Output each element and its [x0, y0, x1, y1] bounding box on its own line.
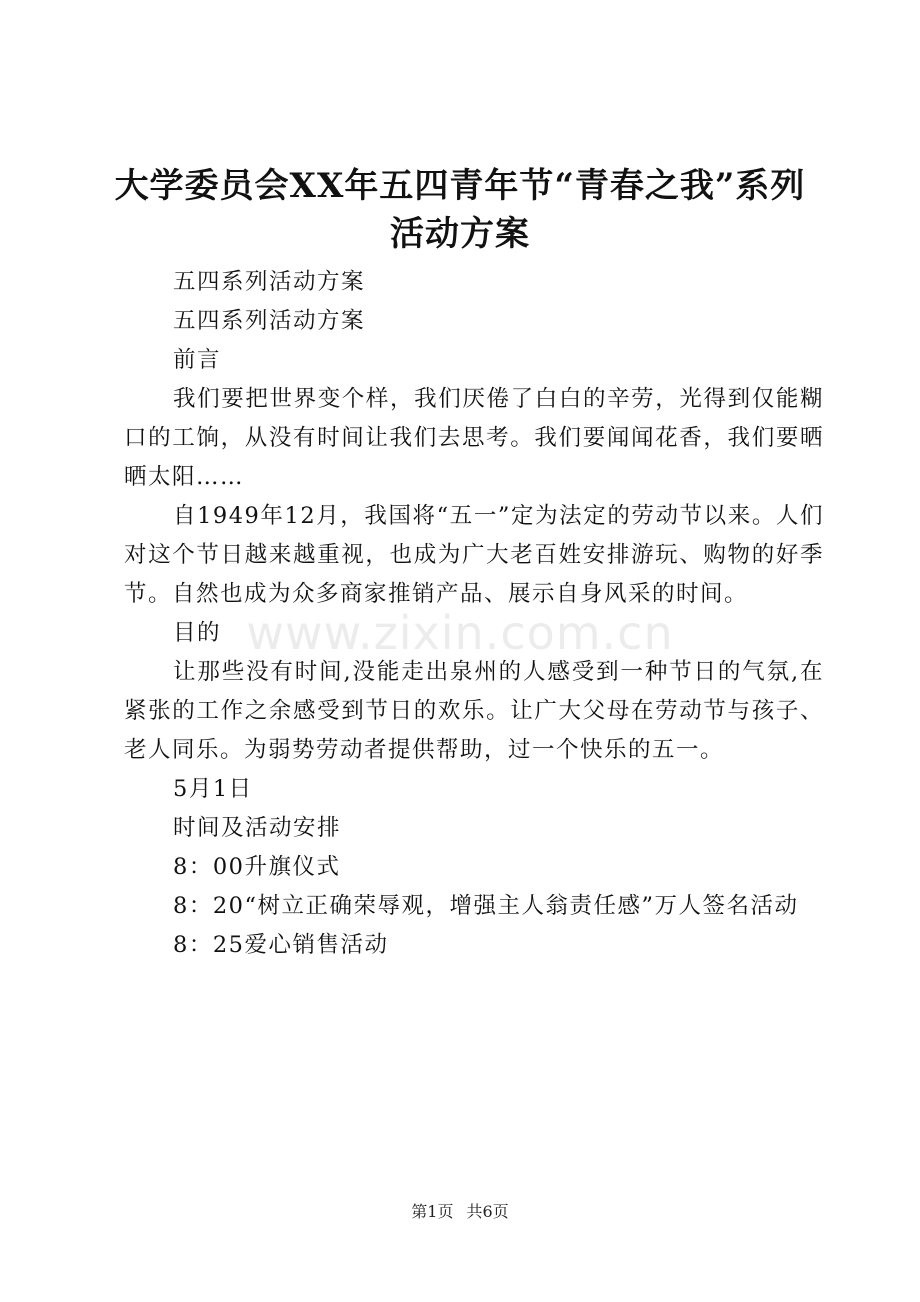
- watermark: www.zixin.com.cn: [246, 606, 674, 660]
- schedule-item-signature: 8：20“树立正确荣辱观，增强主人翁责任感”万人签名活动: [173, 893, 799, 919]
- page-number: 第1页: [411, 1202, 454, 1221]
- paragraph-heading-1: 五四系列活动方案: [173, 269, 366, 295]
- paragraph-preface-body: 自1949年12月，我国将“五一”定为法定的劳动节以来。人们对这个节日越来越重视，也成为广大老百姓安排游玩、购物的好季节。自然也成为众多商家推销产品、展示自身风采的时间。: [124, 503, 824, 607]
- document-title: 大学委员会XX年五四青年节“青春之我”系列活动方案: [114, 166, 806, 254]
- section-heading-preface: 前言: [173, 347, 222, 373]
- section-heading-schedule: 时间及活动安排: [173, 815, 342, 841]
- page-total: 共6页: [466, 1202, 509, 1221]
- schedule-item-charity-sale: 8：25爱心销售活动: [173, 932, 389, 958]
- paragraph-purpose-body: 让那些没有时间,没能走出泉州的人感受到一种节日的气氛,在紧张的工作之余感受到节日的欢乐。让广大父母在劳动节与孩子、老人同乐。为弱势劳动者提供帮助，过一个快乐的五一。: [124, 659, 824, 763]
- paragraph-preface-quote: 我们要把世界变个样，我们厌倦了白白的辛劳，光得到仅能糊口的工饷，从没有时间让我们去思考。我们要闻闻花香，我们要晒晒太阳……: [124, 386, 824, 490]
- paragraph-date: 5月1日: [173, 776, 253, 802]
- page-footer: [0, 1200, 920, 1224]
- paragraph-heading-2: 五四系列活动方案: [173, 308, 366, 334]
- schedule-item-flag-raising: 8：00升旗仪式: [173, 854, 341, 880]
- section-heading-purpose: 目的: [173, 620, 222, 646]
- document-body: [124, 263, 824, 965]
